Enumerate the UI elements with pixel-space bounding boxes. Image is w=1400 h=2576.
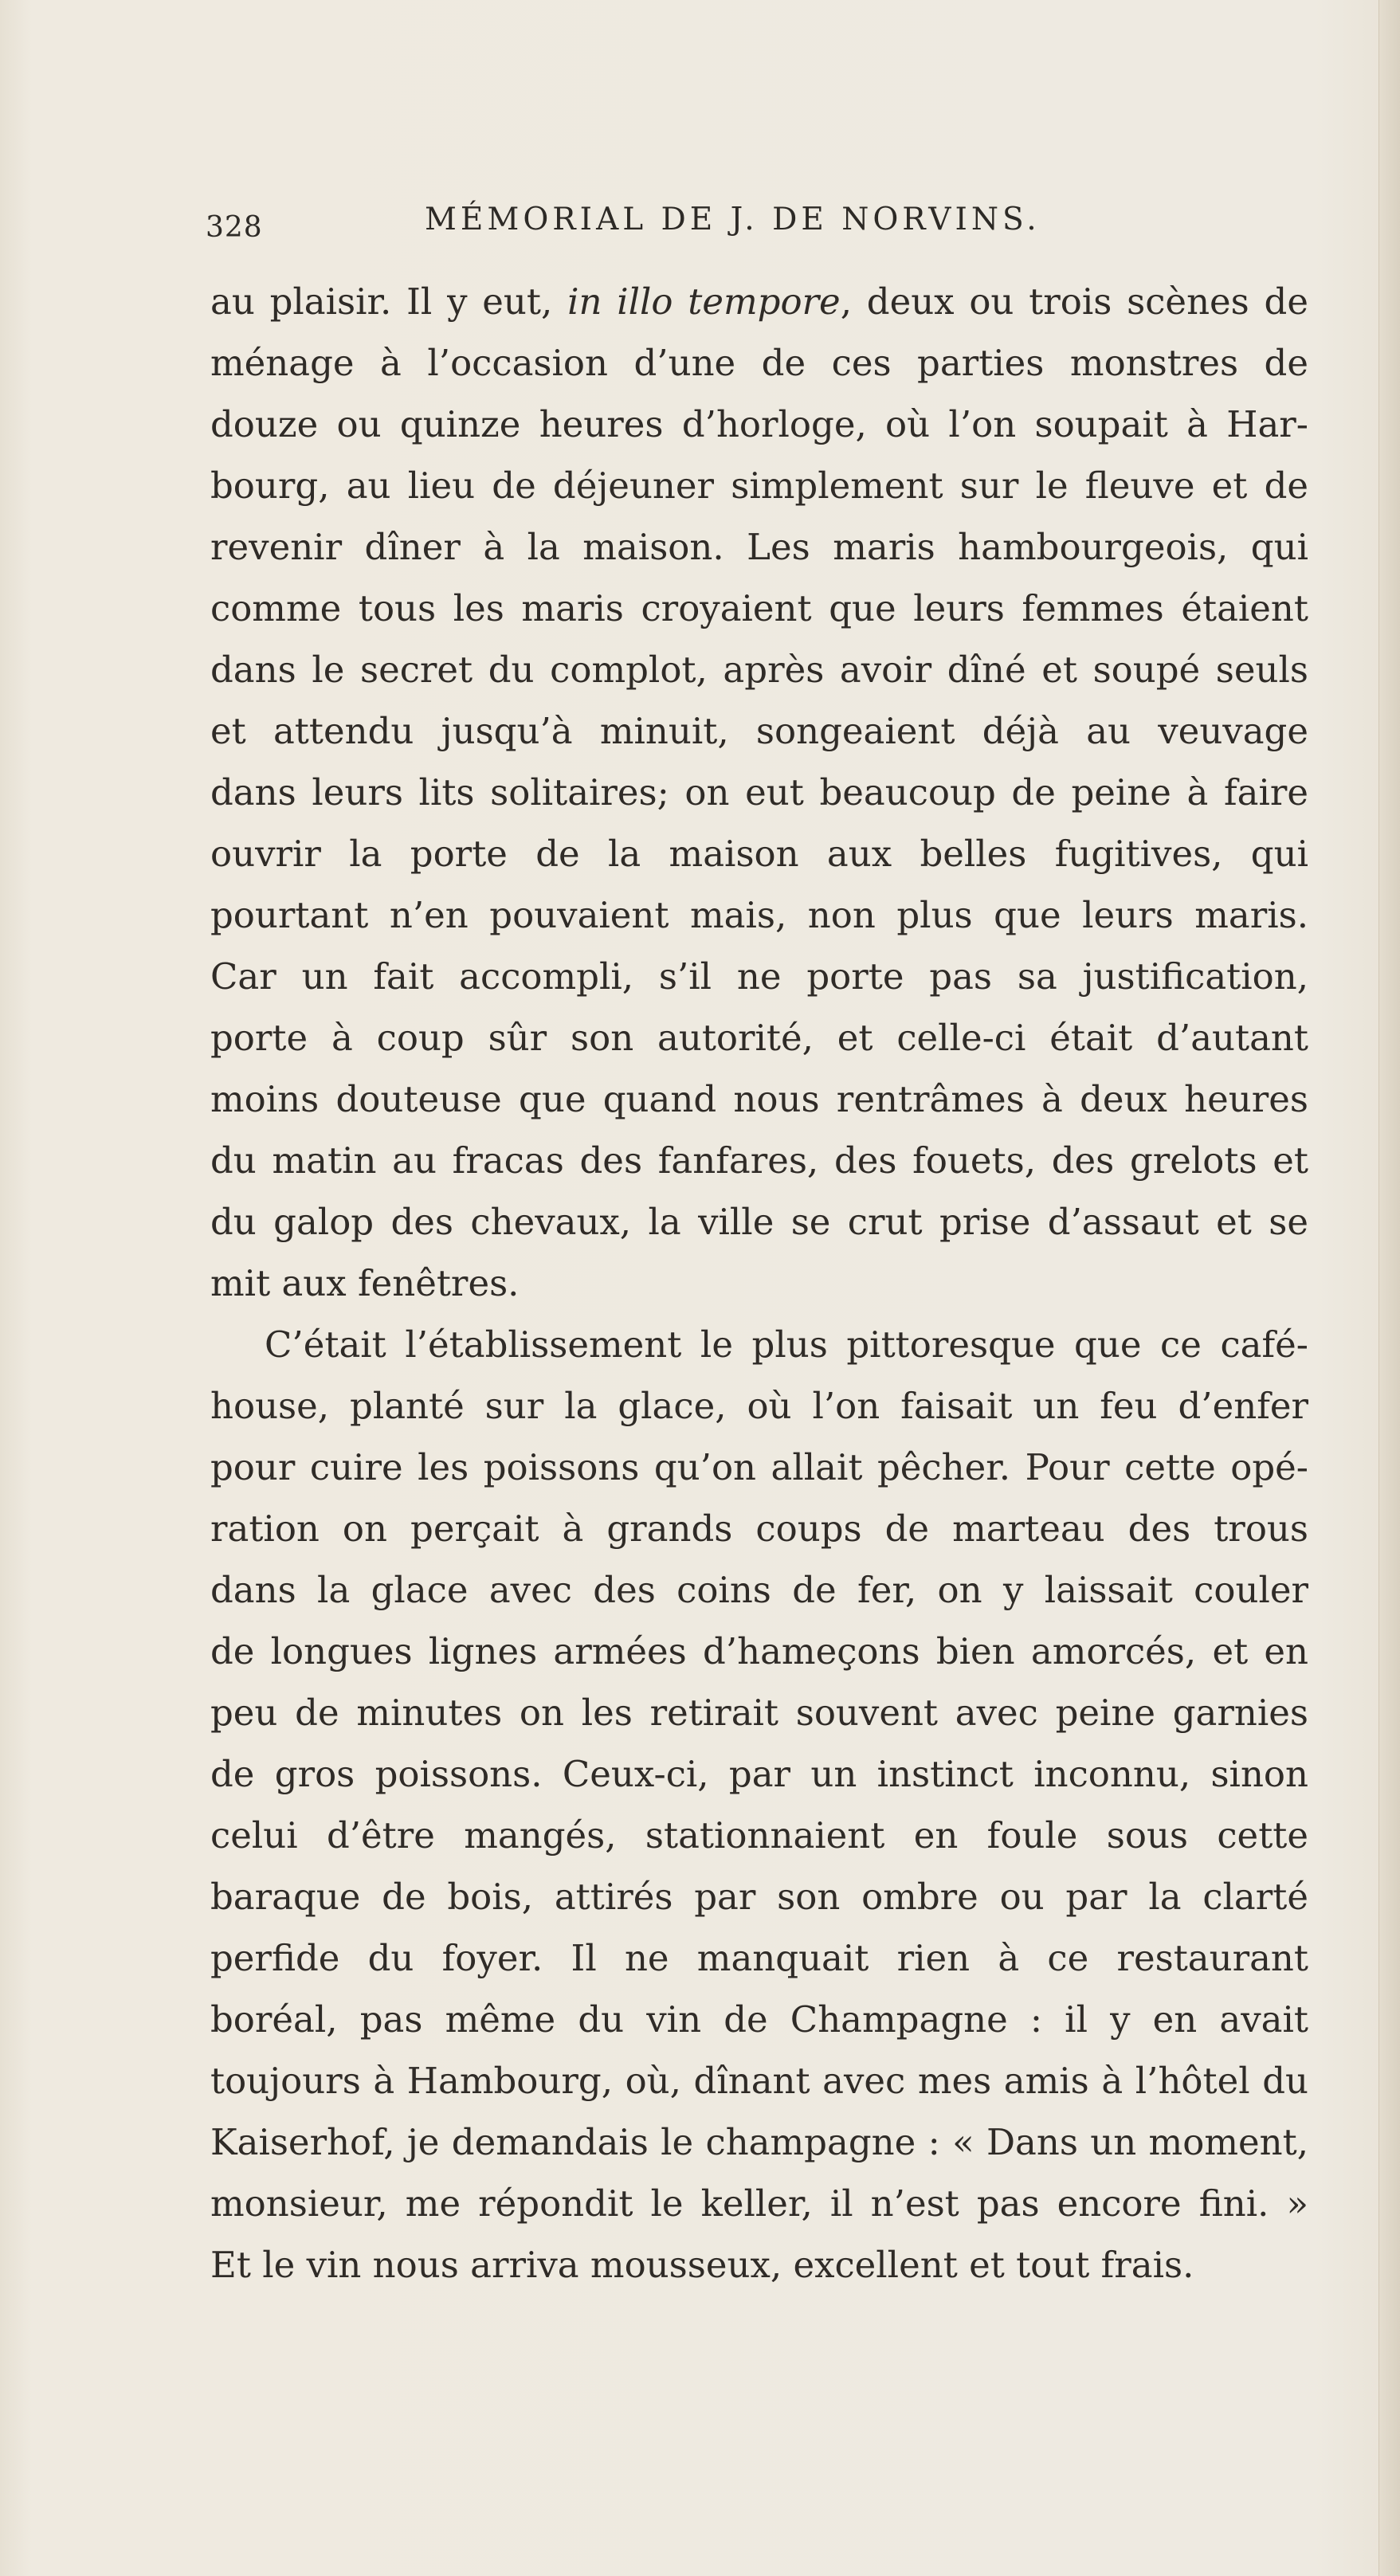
body-text (210, 271, 1308, 2296)
text-line: ouvrir la porte de la maison aux belles fugitives, qui (210, 833, 1308, 875)
text-line: Et le vin nous arriva mousseux, excellent et tout frais. (210, 2244, 1194, 2286)
text-line: toujours à Hambourg, où, dînant avec mes amis à l’hôtel du (210, 2060, 1308, 2102)
text-line: de gros poissons. Ceux-ci, par un instinct inconnu, sinon (210, 1753, 1308, 1795)
text-line: celui d’être mangés, stationnaient en foule sous cette (210, 1814, 1308, 1857)
text-line: porte à coup sûr son autorité, et celle-ci était d’autant (210, 1017, 1308, 1059)
page-edge (1378, 0, 1400, 2576)
running-head: MÉMORIAL DE J. DE NORVINS. (425, 202, 1041, 237)
text-line: monsieur, me répondit le keller, il n’est pas encore fini. » (210, 2182, 1308, 2225)
text-line: dans leurs lits solitaires; on eut beaucoup de peine à faire (210, 771, 1308, 814)
text-line: douze ou quinze heures d’horloge, où l’on soupait à Har- (210, 403, 1308, 445)
text-line: house, planté sur la glace, où l’on faisait un feu d’enfer (210, 1385, 1308, 1427)
text-line: mit aux fenêtres. (210, 1262, 520, 1304)
text-line: du matin au fracas des fanfares, des fouets, des grelots et (210, 1139, 1308, 1182)
text-line: ménage à l’occasion d’une de ces parties monstres de (210, 342, 1308, 384)
page-number: 328 (206, 211, 263, 244)
text-line: du galop des chevaux, la ville se crut prise d’assaut et se (210, 1201, 1308, 1243)
text-line: de longues lignes armées d’hameçons bien amorcés, et en (210, 1630, 1308, 1672)
text-line: baraque de bois, attirés par son ombre ou par la clarté (210, 1876, 1308, 1918)
text-line: comme tous les maris croyaient que leurs femmes étaient (210, 587, 1308, 629)
text-line: dans le secret du complot, après avoir dîné et soupé seuls (210, 649, 1308, 691)
text-line: boréal, pas même du vin de Champagne : il y en avait (210, 1998, 1308, 2041)
text-line: bourg, au lieu de déjeuner simplement sur le fleuve et de (210, 465, 1308, 507)
italic-phrase: in illo tempore (567, 280, 841, 323)
text-line: Car un fait accompli, s’il ne porte pas sa justification, (210, 955, 1308, 998)
text-line: Kaiserhof, je demandais le champagne : « Dans un moment, (210, 2121, 1308, 2163)
text-line: ration on perçait à grands coups de marteau des trous (210, 1508, 1308, 1550)
text-line: pour cuire les poissons qu’on allait pêcher. Pour cette opé- (210, 1446, 1308, 1488)
text-line: au plaisir. Il y eut, in illo tempore, deux ou trois scènes de (210, 280, 1308, 323)
page-header (206, 194, 1313, 249)
text-line: revenir dîner à la maison. Les maris hambourgeois, qui (210, 526, 1308, 568)
text-line: moins douteuse que quand nous rentrâmes à deux heures (210, 1078, 1308, 1120)
text-line: peu de minutes on les retirait souvent avec peine garnies (210, 1692, 1308, 1734)
text-line: perfide du foyer. Il ne manquait rien à ce restaurant (210, 1937, 1308, 1979)
text-line: dans la glace avec des coins de fer, on y laissait couler (210, 1569, 1308, 1611)
text-line: C’était l’établissement le plus pittoresque que ce café- (265, 1323, 1308, 1366)
text-line: et attendu jusqu’à minuit, songeaient déjà au veuvage (210, 710, 1308, 752)
text-line: pourtant n’en pouvaient mais, non plus que leurs maris. (210, 894, 1308, 936)
